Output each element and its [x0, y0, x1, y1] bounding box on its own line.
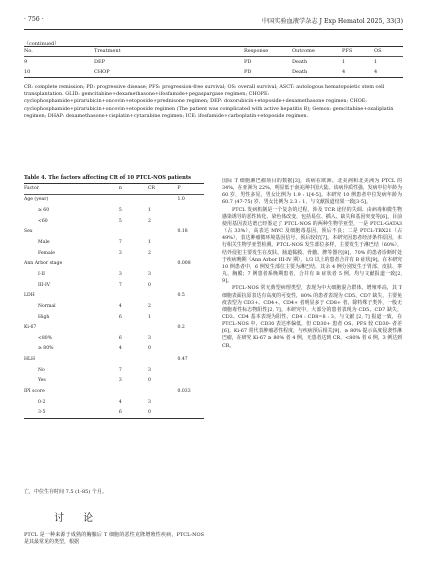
table4-col-factor: Factor	[24, 185, 39, 191]
table4-cell: 3	[118, 378, 122, 384]
table4-cell	[119, 386, 148, 397]
table1-cell: 4	[342, 69, 346, 75]
right-paragraph: PTCL 发病机制是一个复杂的过程，涉及 TCR 途径的失调、由病毒和微生物感染诱导的恶性转化、染色体改变，包括易位、插入、缺失和基因突变等[6]。目前使用基因表达谱已经鉴定了 PTCL-NOS 的两种生物学亚型，一是 PTCL-GATA3（占 33%），高表达 MYC 及细胞毒基因，预后不良；二是 PTCL-TBX21（占 49%），表达肿瘤微环境基因信号，预后较好[7]。本研究因患者经济条件原因，未行相关生物学亚型检测。PTCL-NOS 发生部位多样，主要发生于淋巴结（60%），结外侵犯主要发生在皮肤、肠道黏膜、骨髓、脾等器官[8]，70% 的患者诊断时处于疾病晚期（Ann Arbor III-IV 期），1/3 以上的患者合并有 B 症状[9]。在本研究 10 例患者中，6 例发生部位主要为淋巴结，其余 4 例分别发生于胃部、皮肤、睾丸、胸膜；7 例患者系晚期患者，合并有 B 症状者 5 例，均与文献报道一致[2, 9]。	[222, 206, 402, 285]
table4-factor-cell: Female	[38, 250, 55, 256]
table4-cell: 0.18	[177, 229, 188, 235]
table4-factor-cell: 0-2	[38, 399, 46, 405]
table4-factor-cell: Male	[38, 240, 50, 246]
table1-cell: Death	[292, 69, 308, 75]
table4-cell: 2	[147, 250, 151, 256]
page-number: · 756 ·	[24, 16, 44, 23]
table-row	[24, 227, 204, 238]
table4-factor-cell: ≥ 80%	[38, 346, 54, 352]
table4-cell	[119, 227, 148, 238]
table1-col-no: No.	[24, 48, 33, 54]
table4-body	[24, 194, 204, 418]
table1-col-os: OS	[374, 48, 382, 54]
table-row	[24, 407, 204, 418]
table4-cell: 0.47	[177, 357, 188, 363]
discussion-paragraph-left: PTCL 是一种来源于成熟的胸腺后 T 细胞的恶性克隆增殖性疾病，PTCL-NOS 是其最常见的类型，根据	[24, 532, 204, 546]
table-row	[24, 194, 204, 205]
table4-title: Table 4. The factors affecting CR of 10 PTCL-NOS patients	[24, 175, 192, 181]
table4-col-n: n	[118, 185, 122, 191]
table4-cell	[177, 216, 204, 227]
table-row	[24, 322, 204, 333]
table4-cell: 1	[147, 240, 151, 246]
table4-cell: 7	[118, 282, 122, 288]
table4-cell: 0	[147, 282, 151, 288]
table1-cell: 4	[374, 69, 378, 75]
table4-factor-cell: III-IV	[38, 282, 51, 288]
table-1-continued	[24, 46, 403, 78]
section-title-discussion: 讨 论	[54, 513, 102, 524]
table1-notes: CR: complete remission; PD: progressive disease; PFS: progression-free survival; OS: overall survival; ASCT: autologous hematopoietic stem cell transplantation. GLID: gemcitabine+dexamethasone+ifosfamide+pegaspargase regimen; CHOPE: cyclophosphamide+pirarubicin+oncovin+etoposide+prednisone regimen; DEP: doxorubicin+etoposide+dexamethasone regimen; CHOE: cyclophosphamide+pirarubicin+oncovin+etoposide regimen (The patient was complicated with active hepatitis B); Gemox: gemcitabine+oxaliplatin regimen; DHAP: dexamethasone+cisplatin+cytarabine regimen; ICE: ifosfamide+carboplatin+etoposide regimen.	[24, 84, 394, 119]
table4-cell	[177, 205, 204, 216]
table4-cell: 6	[118, 314, 122, 320]
table1-col-response: Response	[244, 48, 269, 54]
table1-col-outcome: Outcome	[292, 48, 315, 54]
table4-factor-cell: I-II	[38, 271, 45, 277]
table4-cell	[119, 290, 148, 301]
table4-cell	[177, 237, 204, 248]
table4-cell: 0.033	[177, 388, 191, 394]
table-row	[24, 376, 204, 387]
table4-cell	[119, 194, 148, 205]
table4-cell: 5	[118, 218, 122, 224]
continued-label: （continued）	[24, 41, 60, 47]
table-row	[24, 312, 204, 323]
table4-cell: 4	[118, 346, 122, 352]
table1-col-treatment: Treatment	[94, 48, 121, 54]
table4-cell: 3	[118, 250, 122, 256]
table4-factor-cell: LDH	[24, 293, 35, 299]
table4-cell: 3	[118, 271, 122, 277]
table4-cell: 7	[118, 240, 122, 246]
table-row	[24, 205, 204, 216]
table4-cell: 7	[118, 367, 122, 373]
table4-factor-cell: <80%	[38, 335, 53, 341]
table4-cell	[177, 269, 204, 280]
table4-cell: 2	[147, 218, 151, 224]
table1-cell: Death	[292, 59, 308, 65]
table4-cell	[177, 407, 204, 418]
table4-cell	[148, 258, 177, 269]
table-row	[24, 301, 204, 312]
table-row	[24, 269, 204, 280]
table4-cell	[177, 301, 204, 312]
table4-cell: 1	[147, 314, 151, 320]
table-row	[24, 333, 204, 344]
table-row	[24, 365, 204, 376]
table1-cell: 1	[374, 59, 378, 65]
table4-cell	[177, 344, 204, 355]
table4-cell	[177, 376, 204, 387]
table4-factor-cell: Ann Arbor stage	[24, 261, 63, 267]
table1-cell: DEP	[94, 59, 106, 65]
right-paragraph: PTCL-NOS 常无典型病理类型，表现为中大细胞混合群体，增殖率高，其 T 细胞表面抗原表达有高度的可变性，80% 的患者表现为 CD5、CD7 缺失，主要免疫表型为 CD3+、CD4+、CD4+ 者明显多于 CD8+ 者，除特殊子类外，一般无细胞毒性标志物阳性[2, 7]。本研究中，大部分的患者表现为 CD5、CD7 缺失，CD3、CD4 基本表现为阳性，CD4 : CD8=8 : 3，与文献 [2, 7] 报道一致，在 PTCL-NOS 中，CD30 表达率偏低，但 CD30+ 患者 OS、PFS 较 CD30- 者差[6]。Ki-67 常代表肿瘤恶性程度，与疾病预后相关[9]，≥ 80% 提示高度侵袭性淋巴瘤，在研究 Ki-67 ≥ 80% 者 4 例，无患者达到 CR，<80% 者 6 例，3 例达到 CR。	[222, 285, 402, 349]
table-row	[24, 258, 204, 269]
table4-cell: 5	[118, 208, 122, 214]
table-row	[24, 290, 204, 301]
table4-cell	[177, 248, 204, 259]
table1-col-pfs: PFS	[342, 48, 353, 54]
table4-factor-cell: No	[38, 367, 45, 373]
table4-cell: 3	[147, 399, 151, 405]
table4-cell	[177, 397, 204, 408]
table4-cell	[148, 227, 177, 238]
table4-cell: 0	[147, 378, 151, 384]
table1-cell: 1	[342, 59, 346, 65]
table-row	[24, 280, 204, 291]
table4-cell: 0.5	[177, 293, 185, 299]
table4-cell: 0	[147, 410, 151, 416]
left-column-tail: 亡，中位生存时间 7.5 (1-85) 个月。	[24, 489, 107, 495]
table4-cell	[177, 312, 204, 323]
table-row	[24, 216, 204, 227]
right-column-text	[222, 178, 402, 562]
table4-factor-cell: HLH	[24, 357, 36, 363]
table4-cell: 4	[118, 303, 122, 309]
table4-cell	[119, 322, 148, 333]
table4-cell	[148, 194, 177, 205]
table-row	[24, 354, 204, 365]
table4-factor-cell: Sex	[24, 229, 33, 235]
right-paragraph: 国际 T 细胞淋巴瘤项目的数据[3]，该病在欧洲、北美洲和北美洲为 PTCL 的 34%，在亚洲为 22%，明显低于南美洲中国大陆。该病异质性强，发病中位年龄为 60 岁，男性多见，男女比例为 1.9 : 1[4-5]。本研究 10 例患者中位发病年龄为 60.7 (47-75) 岁，男女比例为 2.3 : 1，与文献报道结果一致[3-5]。	[222, 178, 402, 206]
table1-cell: PD	[244, 59, 252, 65]
table4-header-row	[24, 183, 204, 194]
table4-cell: 4	[118, 399, 122, 405]
table4-cell	[177, 280, 204, 291]
table4-factor-cell: 3-5	[38, 410, 46, 416]
table-row	[24, 248, 204, 259]
table1-cell: 10	[24, 69, 31, 75]
table4-cell: 3	[147, 271, 151, 277]
table4-cell	[119, 354, 148, 365]
table4-cell: 0	[147, 346, 151, 352]
journal-title: 中国实验血液学杂志 J Exp Hematol 2025, 33(3)	[261, 18, 403, 25]
table4-cell	[148, 290, 177, 301]
table4-cell: 6	[118, 335, 122, 341]
table4-cell: 1.0	[177, 197, 185, 203]
table1-cell: CHOP	[94, 69, 110, 75]
table1-header-row	[24, 46, 403, 57]
table4-cell	[148, 354, 177, 365]
table4-cell: 6	[118, 410, 122, 416]
table4-factor-cell: IPI score	[24, 388, 45, 394]
table4-cell: 3	[147, 367, 151, 373]
table4-cell: 3	[147, 335, 151, 341]
table1-cell: 9	[24, 59, 28, 65]
table4-cell	[177, 365, 204, 376]
table4-factor-cell: Age (year)	[24, 197, 49, 203]
table4-cell	[148, 386, 177, 397]
table4-factor-cell: ≥ 60	[38, 208, 50, 214]
table4-factor-cell: <60	[38, 218, 48, 224]
table4-factor-cell: Ki-67	[24, 325, 37, 331]
running-header	[24, 16, 403, 28]
table4-cell: 0.2	[177, 325, 185, 331]
table4-cell: 1	[147, 208, 151, 214]
table4-col-cr: CR	[147, 185, 155, 191]
table-row	[24, 397, 204, 408]
table-row	[24, 57, 403, 68]
table-row	[24, 67, 403, 78]
table1-cell: PD	[244, 69, 252, 75]
table-row	[24, 344, 204, 355]
table-4	[24, 183, 204, 419]
table4-cell	[119, 258, 148, 269]
table4-factor-cell: High	[38, 314, 50, 320]
table4-factor-cell: Yes	[38, 378, 46, 384]
table-row	[24, 237, 204, 248]
table4-cell	[177, 333, 204, 344]
header-rule	[24, 29, 403, 30]
table4-factor-cell: Normal	[38, 303, 56, 309]
table-row	[24, 386, 204, 397]
table4-cell: 2	[147, 303, 151, 309]
table4-col-p: P	[177, 185, 181, 191]
table4-cell	[148, 322, 177, 333]
table4-cell: 0.008	[177, 261, 191, 267]
